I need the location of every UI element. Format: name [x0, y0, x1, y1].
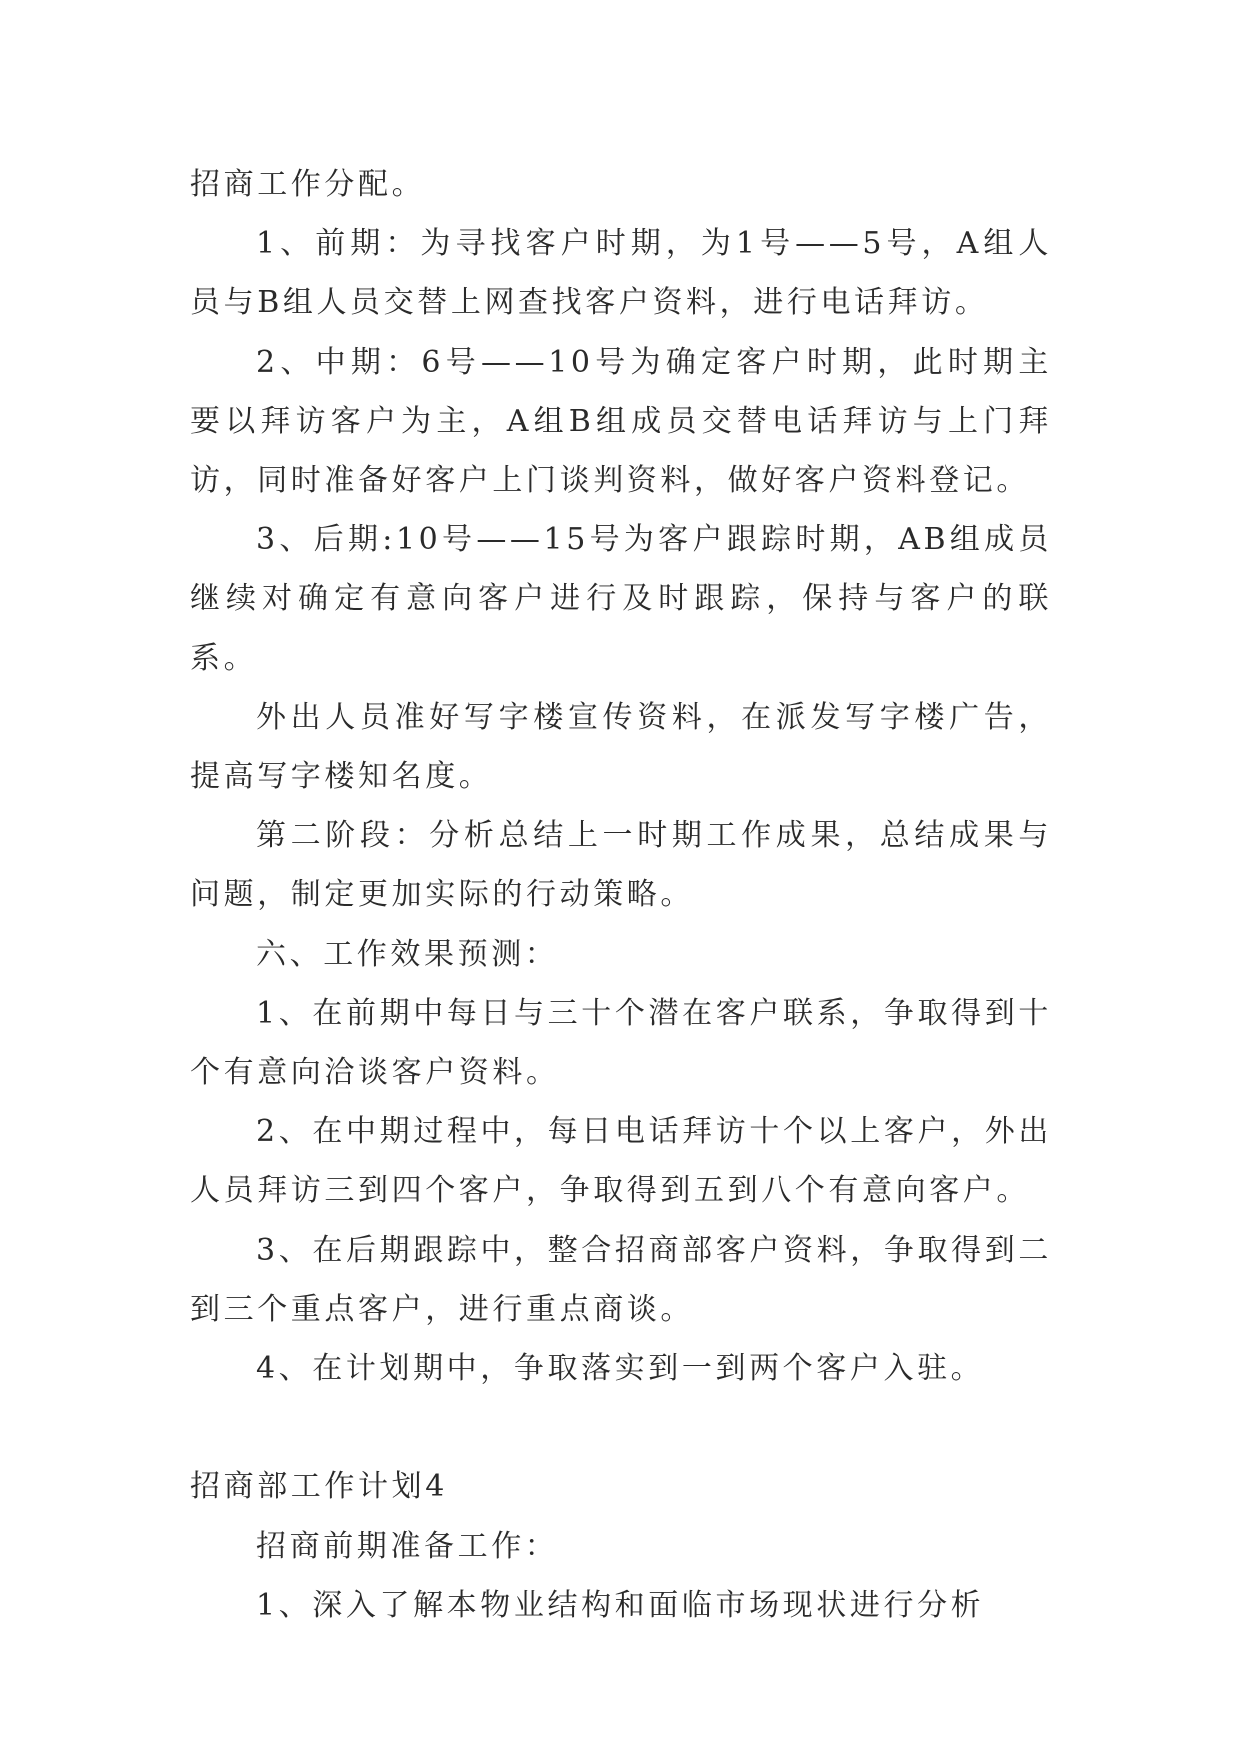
paragraph-early-stage: 1、前期：为寻找客户时期，为1号——5号，A组人员与B组人员交替上网查找客户资料，进行电话拜访。 — [190, 226, 1052, 321]
paragraph-result-2: 2、在中期过程中，每日电话拜访十个以上客户，外出人员拜访三到四个客户，争取得到五到八个有意向客户。 — [190, 1114, 1052, 1209]
paragraph-result-4: 4、在计划期中，争取落实到一到两个客户入驻。 — [256, 1351, 985, 1387]
paragraph-prep-heading: 招商前期准备工作： — [256, 1528, 559, 1564]
section-title: 招商部工作计划4 — [190, 1469, 448, 1505]
document-body — [190, 155, 1052, 1635]
paragraph-prep-item-1: 1、深入了解本物业结构和面临市场现状进行分析 — [256, 1587, 985, 1623]
paragraph-continuation: 招商工作分配。 — [190, 167, 426, 202]
paragraph-result-3: 3、在后期跟踪中，整合招商部客户资料，争取得到二到三个重点客户，进行重点商谈。 — [190, 1232, 1052, 1327]
paragraph-results-heading: 六、工作效果预测： — [256, 936, 559, 972]
paragraph-outreach-staff: 外出人员准好写字楼宣传资料，在派发写字楼广告，提高写字楼知名度。 — [190, 699, 1052, 795]
section-gap — [190, 1398, 1052, 1457]
paragraph-phase-two: 第二阶段：分析总结上一时期工作成果，总结成果与问题，制定更加实际的行动策略。 — [190, 818, 1052, 913]
paragraph-late-stage: 3、后期:10号——15号为客户跟踪时期，AB组成员继续对确定有意向客户进行及时跟踪，保持与客户的联系。 — [190, 522, 1052, 676]
paragraph-middle-stage: 2、中期：6号——10号为确定客户时期，此时期主要以拜访客户为主，A组B组成员交替电话拜访与上门拜访，同时准备好客户上门谈判资料，做好客户资料登记。 — [190, 344, 1052, 499]
paragraph-result-1: 1、在前期中每日与三十个潜在客户联系，争取得到十个有意向洽谈客户资料。 — [190, 995, 1052, 1091]
